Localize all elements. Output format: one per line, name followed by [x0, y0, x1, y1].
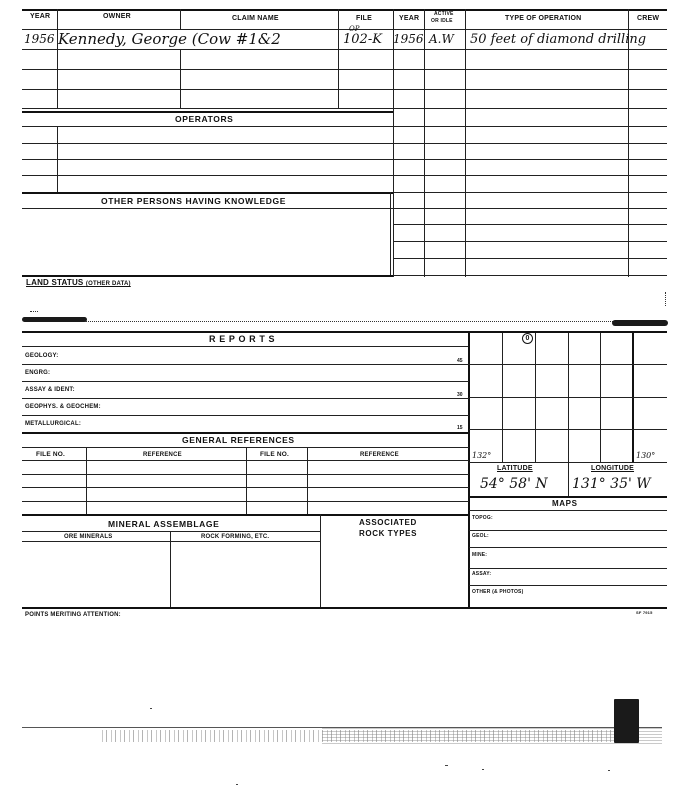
row-rule — [22, 126, 393, 127]
header-crew: CREW — [637, 15, 660, 22]
scan-noise-band — [22, 724, 662, 746]
grid-line — [469, 397, 667, 398]
col-divider — [390, 192, 391, 277]
row-rule — [469, 585, 667, 586]
mineral-col-ore: ORE MINERALS — [64, 534, 113, 540]
other-persons-top-rule — [22, 192, 393, 194]
header-owner: OWNER — [103, 13, 131, 20]
reports-top-rule — [22, 331, 667, 333]
row-rule — [22, 143, 393, 144]
associated-title-1: ASSOCIATED — [359, 518, 417, 527]
grid-line — [535, 333, 536, 463]
row-rule — [469, 547, 667, 548]
other-persons-title: OTHER PERSONS HAVING KNOWLEDGE — [101, 196, 287, 206]
points-meriting-attention: POINTS MERITING ATTENTION: — [25, 612, 121, 618]
header-active-1: ACTIVE — [434, 11, 454, 17]
row-rule — [469, 568, 667, 569]
col-divider — [57, 29, 58, 109]
row-rule — [22, 398, 469, 399]
row-rule — [22, 175, 393, 176]
col-divider — [338, 9, 339, 29]
row-rule — [22, 159, 393, 160]
row-rule — [393, 108, 667, 109]
col-divider — [246, 447, 247, 514]
entry-file: 102-K — [343, 32, 382, 47]
general-references-top-rule — [22, 432, 469, 434]
col-divider — [468, 331, 470, 608]
header-active-2: OR IDLE — [431, 18, 453, 24]
scan-speck — [482, 769, 484, 770]
scan-speck — [665, 292, 667, 306]
circled-marker-icon — [522, 333, 533, 344]
col-divider — [57, 9, 58, 29]
report-engrg: ENGRG: — [25, 370, 51, 376]
row-rule — [393, 126, 667, 127]
header-year: YEAR — [30, 13, 51, 20]
land-status-title — [26, 279, 131, 287]
col-divider — [180, 9, 181, 29]
col-divider — [86, 447, 87, 514]
col-divider — [320, 514, 321, 608]
col-divider — [307, 447, 308, 514]
land-status-label: LAND STATUS — [26, 278, 84, 287]
row-rule — [393, 241, 667, 242]
maps-top-rule — [469, 496, 667, 498]
row-rule — [393, 208, 667, 209]
maps-geol: GEOL: — [472, 533, 489, 539]
maps-title: MAPS — [552, 499, 578, 508]
land-status-top-rule — [22, 275, 393, 277]
form-number: SF 7915 — [636, 610, 653, 615]
row-rule — [22, 208, 393, 209]
row-rule — [393, 258, 667, 259]
entry-owner-claim: Kennedy, George (Cow #1&2 — [58, 30, 281, 48]
grid-line — [469, 429, 667, 430]
scan-speck — [30, 311, 38, 313]
col-divider — [180, 49, 181, 109]
longitude-label: LONGITUDE — [591, 465, 635, 472]
row-rule — [469, 530, 667, 531]
scan-smudge-left — [22, 317, 87, 322]
grid-line — [600, 333, 601, 463]
entry-year-2: 1956 — [393, 32, 424, 46]
col-divider — [568, 462, 569, 496]
row-rule — [22, 346, 469, 347]
scan-smudge-right — [612, 320, 668, 326]
col-divider — [338, 29, 339, 109]
mineral-top-rule — [22, 514, 469, 516]
scan-block-bottom-right — [614, 699, 639, 743]
gr-col-reference-2: REFERENCE — [360, 452, 399, 458]
associated-title-2: ROCK TYPES — [359, 529, 418, 538]
entry-year: 1956 — [24, 32, 55, 46]
header-claim-name: CLAIM NAME — [232, 15, 279, 22]
operators-top-rule — [22, 111, 393, 113]
maps-mine: MINE: — [472, 552, 488, 558]
lat-corner-label: 132° — [472, 451, 492, 460]
land-status-sub: (OTHER DATA) — [85, 281, 131, 287]
report-geophys: GEOPHYS. & GEOCHEM: — [25, 404, 101, 410]
entry-file-top: OP — [349, 25, 360, 33]
lon-corner-label: 130° — [636, 451, 656, 460]
scan-speck — [150, 708, 152, 709]
grid-line — [568, 333, 569, 463]
gr-col-file-no-2: FILE NO. — [260, 451, 290, 458]
row-rule — [22, 381, 469, 382]
row-rule — [22, 415, 469, 416]
latitude-label: LATITUDE — [497, 465, 533, 472]
row-rule — [393, 175, 667, 176]
general-references-title: GENERAL REFERENCES — [182, 435, 295, 445]
report-geology: GEOLOGY: — [25, 353, 59, 359]
maps-topog: TOPOG: — [472, 515, 493, 521]
bottom-rule — [22, 607, 667, 609]
row-rule — [393, 89, 667, 90]
maps-assay: ASSAY: — [472, 571, 492, 577]
longitude-value: 131° 35' W — [572, 476, 651, 492]
gr-col-file-no-1: FILE NO. — [36, 451, 66, 458]
header-top-rule — [22, 9, 667, 11]
scan-speck — [608, 770, 610, 771]
circled-marker-text: 0 — [525, 335, 530, 342]
row-rule — [22, 541, 320, 542]
row-rule — [22, 364, 469, 365]
header-type-of-operation: TYPE OF OPERATION — [505, 15, 582, 22]
col-divider — [170, 531, 171, 608]
header-file: FILE — [356, 15, 372, 22]
reports-title: R E P O R T S — [209, 334, 276, 344]
maps-other: OTHER (& PHOTOS) — [472, 589, 524, 595]
report-metallurgical: METALLURGICAL: — [25, 421, 82, 427]
mineral-col-rock: ROCK FORMING, ETC. — [201, 534, 270, 540]
latitude-value: 54° 58' N — [480, 476, 548, 492]
grid-line — [469, 364, 667, 365]
grid-line — [502, 333, 503, 463]
entry-operation: 50 feet of diamond drilling — [470, 32, 647, 47]
margin-number-30: 30 — [457, 392, 463, 398]
report-assay: ASSAY & IDENT: — [25, 387, 75, 393]
operators-title: OPERATORS — [175, 114, 234, 124]
row-rule — [393, 49, 667, 50]
row-rule — [469, 510, 667, 511]
scan-speck — [445, 765, 448, 766]
scan-dotted-rule — [85, 321, 615, 323]
scan-noise-dots-2 — [322, 726, 662, 744]
row-rule — [22, 531, 320, 532]
row-rule — [393, 69, 667, 70]
margin-number-45: 45 — [457, 358, 463, 364]
row-rule — [393, 159, 667, 160]
gr-col-reference-1: REFERENCE — [143, 452, 182, 458]
row-rule — [393, 275, 667, 276]
scan-speck — [236, 784, 238, 785]
row-rule — [393, 192, 667, 193]
entry-active: A.W — [429, 32, 454, 46]
margin-number-15: 15 — [457, 425, 463, 431]
mineral-assemblage-title: MINERAL ASSEMBLAGE — [108, 519, 220, 529]
row-rule — [393, 143, 667, 144]
row-rule — [393, 224, 667, 225]
header-year-2: YEAR — [399, 15, 420, 22]
